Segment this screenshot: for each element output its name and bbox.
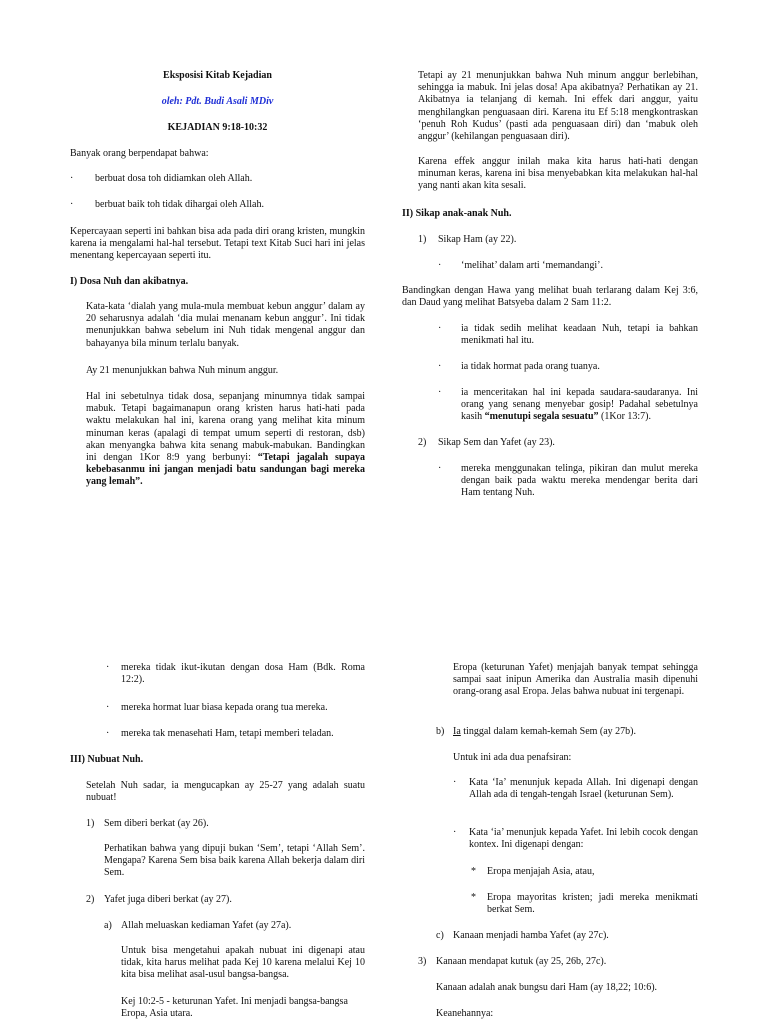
paragraph: Tetapi ay 21 menunjukkan bahwa Nuh minum anggur berlebihan, sehingga ia mabuk. Ini jelas dosa! Apa akibatnya? Perhatikan ay 21. Akibatnya ia telanjang di kemah. Ini effek dari anggur, yaitu menghilangkan penguasaan diri. Karena itu Ef 5:18 mengkontraskan ‘penuh Roh Kudus’ (pasti ada penguasaan diri) dan ‘mabuk oleh anggur’ (kehilangan penguasaan diri). [418,70,698,142]
list-item: Sikap Sem dan Yafet (ay 23). [438,437,555,448]
paragraph: Bandingkan dengan Hawa yang melihat buah terlarang dalam Kej 3:6, dan Daud yang melihat Batsyeba dalam 2 Sam 11:2. [402,285,698,309]
list-item: ‘melihat’ dalam arti ‘memandangi’. [461,260,603,271]
list-letter: b) [436,726,445,737]
document-title: Eksposisi Kitab Kejadian [163,70,272,81]
belief-item: berbuat baik toh tidak dihargai oleh Allah. [95,199,264,210]
paragraph: Untuk ini ada dua penafsiran: [453,752,572,763]
paragraph: Untuk bisa mengetahui apakah nubuat ini digenapi atau tidak, kita harus melihat pada Kej 10 karena melalui Kej 10 kita bisa melihat asal-usul bangsa-bangsa. [121,945,365,981]
list-item: Sikap Ham (ay 22). [438,234,517,245]
list-item-text: tinggal dalam kemah-kemah Sem (ay 27b). [460,726,637,737]
list-number: 1) [418,234,427,245]
paragraph: Setelah Nuh sadar, ia mengucapkan ay 25-27 yang adalah suatu nubuat! [86,780,365,804]
section-heading-2: II) Sikap anak-anak Nuh. [402,208,512,219]
bullet-marker: · [438,361,442,372]
paragraph: Kata-kata ‘dialah yang mula-mula membuat kebun anggur’ dalam ay 20 seharusnya adalah ‘dia mulai menanam kebun anggur’. Ini tidak menunjukkan bahwa sebelum ini Nuh tidak mengenal anggur dan bahayanya bila minum terlalu banyak. [86,301,365,349]
bullet-marker: · [70,173,74,184]
list-item: Eropa mayoritas kristen; jadi mereka menikmati berkat Sem. [487,892,698,916]
list-item: Kata ‘ia’ menunjuk kepada Yafet. Ini lebih cocok dengan kontex. Ini digenapi dengan: [469,827,698,851]
list-item-text: Ia [453,726,461,737]
list-item: mereka tidak ikut-ikutan dengan dosa Ham (Bdk. Roma 12:2). [121,662,365,686]
bullet-marker: · [438,260,442,271]
bullet-marker: · [106,702,110,713]
paragraph: Eropa (keturunan Yafet) menjajah banyak tempat sehingga sampai saat inipun Amerika dan Australia masih dipenuhi orang-orang asal Eropa. Jelas bahwa nubuat ini tergenapi. [453,662,698,698]
list-letter: a) [104,920,112,931]
bullet-marker: · [70,199,74,210]
list-item-text: ia menceritakan hal ini kepada saudara-saudaranya. Ini orang yang senang menyebar gosip! Padahal sebetulnya kasih [461,387,698,423]
intro-text: Banyak orang berpendapat bahwa: [70,148,209,159]
paragraph [86,391,365,489]
list-number: 2) [418,437,427,448]
paragraph: Karena effek anggur inilah maka kita harus hati-hati dengan minuman keras, karena ini bisa menyebabkan kita melakukan hal-hal yang nanti akan kita sesali. [418,156,698,192]
list-letter: c) [436,930,444,941]
section-heading-3: III) Nubuat Nuh. [70,754,144,765]
list-number: 3) [418,956,427,967]
paragraph: Kepercayaan seperti ini bahkan bisa ada pada diri orang kristen, mungkin karena ia mengalami hal-hal tersebut. Tetapi text Kitab Suci hari ini jelas menentang kepercayaan seperti itu. [70,226,365,262]
paragraph: Perhatikan bahwa yang dipuji bukan ‘Sem’, tetapi ‘Allah Sem’. Mengapa? Karena Sem bisa baik karena Allah bekerja dalam diri Sem. [104,843,365,879]
passage-heading: KEJADIAN 9:18-10:32 [167,122,268,133]
paragraph: Kej 10:2-5 - keturunan Yafet. Ini menjadi bangsa-bangsa Eropa, Asia utara. [121,996,348,1020]
bullet-marker: · [438,323,442,334]
list-item: mereka hormat luar biasa kepada orang tua mereka. [121,702,328,713]
list-item: ia tidak sedih melihat keadaan Nuh, tetapi ia bahkan menikmati hal itu. [461,323,698,347]
bullet-marker: · [106,728,110,739]
bullet-marker: · [438,387,442,398]
list-number: 2) [86,894,95,905]
paragraph-text: Hal ini sebetulnya tidak dosa, sepanjang minumnya tidak sampai mabuk. Tetapi bagaimanapun orang kristen harus hati-hati pada waktu melakukan hal ini, karena orang yang melihat kita minum minuman keras (apalagi di tempat umum seperti di restoran, dsb) akan menyangka bahwa kita senang mabuk-mabukan. Bandingkan ini dengan 1Kor 8:9 yang berbunyi: [86,391,365,463]
star-marker: * [471,892,476,903]
belief-item: berbuat dosa toh didiamkan oleh Allah. [95,173,253,184]
paragraph: Kanaan adalah anak bungsu dari Ham (ay 18,22; 10:6). [436,982,658,993]
paragraph: Ay 21 menunjukkan bahwa Nuh minum anggur. [86,365,279,376]
list-item: Kanaan mendapat kutuk (ay 25, 26b, 27c). [436,956,607,967]
list-item-text: (1Kor 13:7). [598,411,652,423]
list-item: mereka menggunakan telinga, pikiran dan mulut mereka dengan baik pada waktu mereka mendengar berita dari Ham tentang Nuh. [461,463,698,499]
bible-quote: “Tetapi jagalah supaya kebebasanmu ini jangan menjadi batu sandungan bagi mereka yang lemah”. [86,451,366,488]
list-item: Sem diberi berkat (ay 26). [104,818,209,829]
list-item: Kata ‘Ia’ menunjuk kepada Allah. Ini digenapi dengan Allah ada di tengah-tengah Israel (keturunan Sem). [469,777,698,801]
list-item: Allah meluaskan kediaman Yafet (ay 27a). [121,920,292,931]
list-item: ia tidak hormat pada orang tuanya. [461,361,600,372]
section-heading-1: I) Dosa Nuh dan akibatnya. [70,276,189,287]
bullet-marker: · [453,827,457,838]
document-author: oleh: Pdt. Budi Asali MDiv [161,96,274,107]
star-marker: * [471,866,476,877]
bullet-marker: · [106,662,110,673]
list-item [461,387,698,424]
list-item: Yafet juga diberi berkat (ay 27). [104,894,232,905]
list-number: 1) [86,818,95,829]
list-item [453,726,698,738]
list-item: mereka tak menasehati Ham, tetapi memberi teladan. [121,728,334,739]
list-item: Kanaan menjadi hamba Yafet (ay 27c). [453,930,609,941]
paragraph: Keanehannya: [436,1008,494,1019]
list-item: Eropa menjajah Asia, atau, [487,866,595,877]
bullet-marker: · [453,777,457,788]
bullet-marker: · [438,463,442,474]
bible-quote: “menutupi segala sesuatu” [484,411,599,423]
